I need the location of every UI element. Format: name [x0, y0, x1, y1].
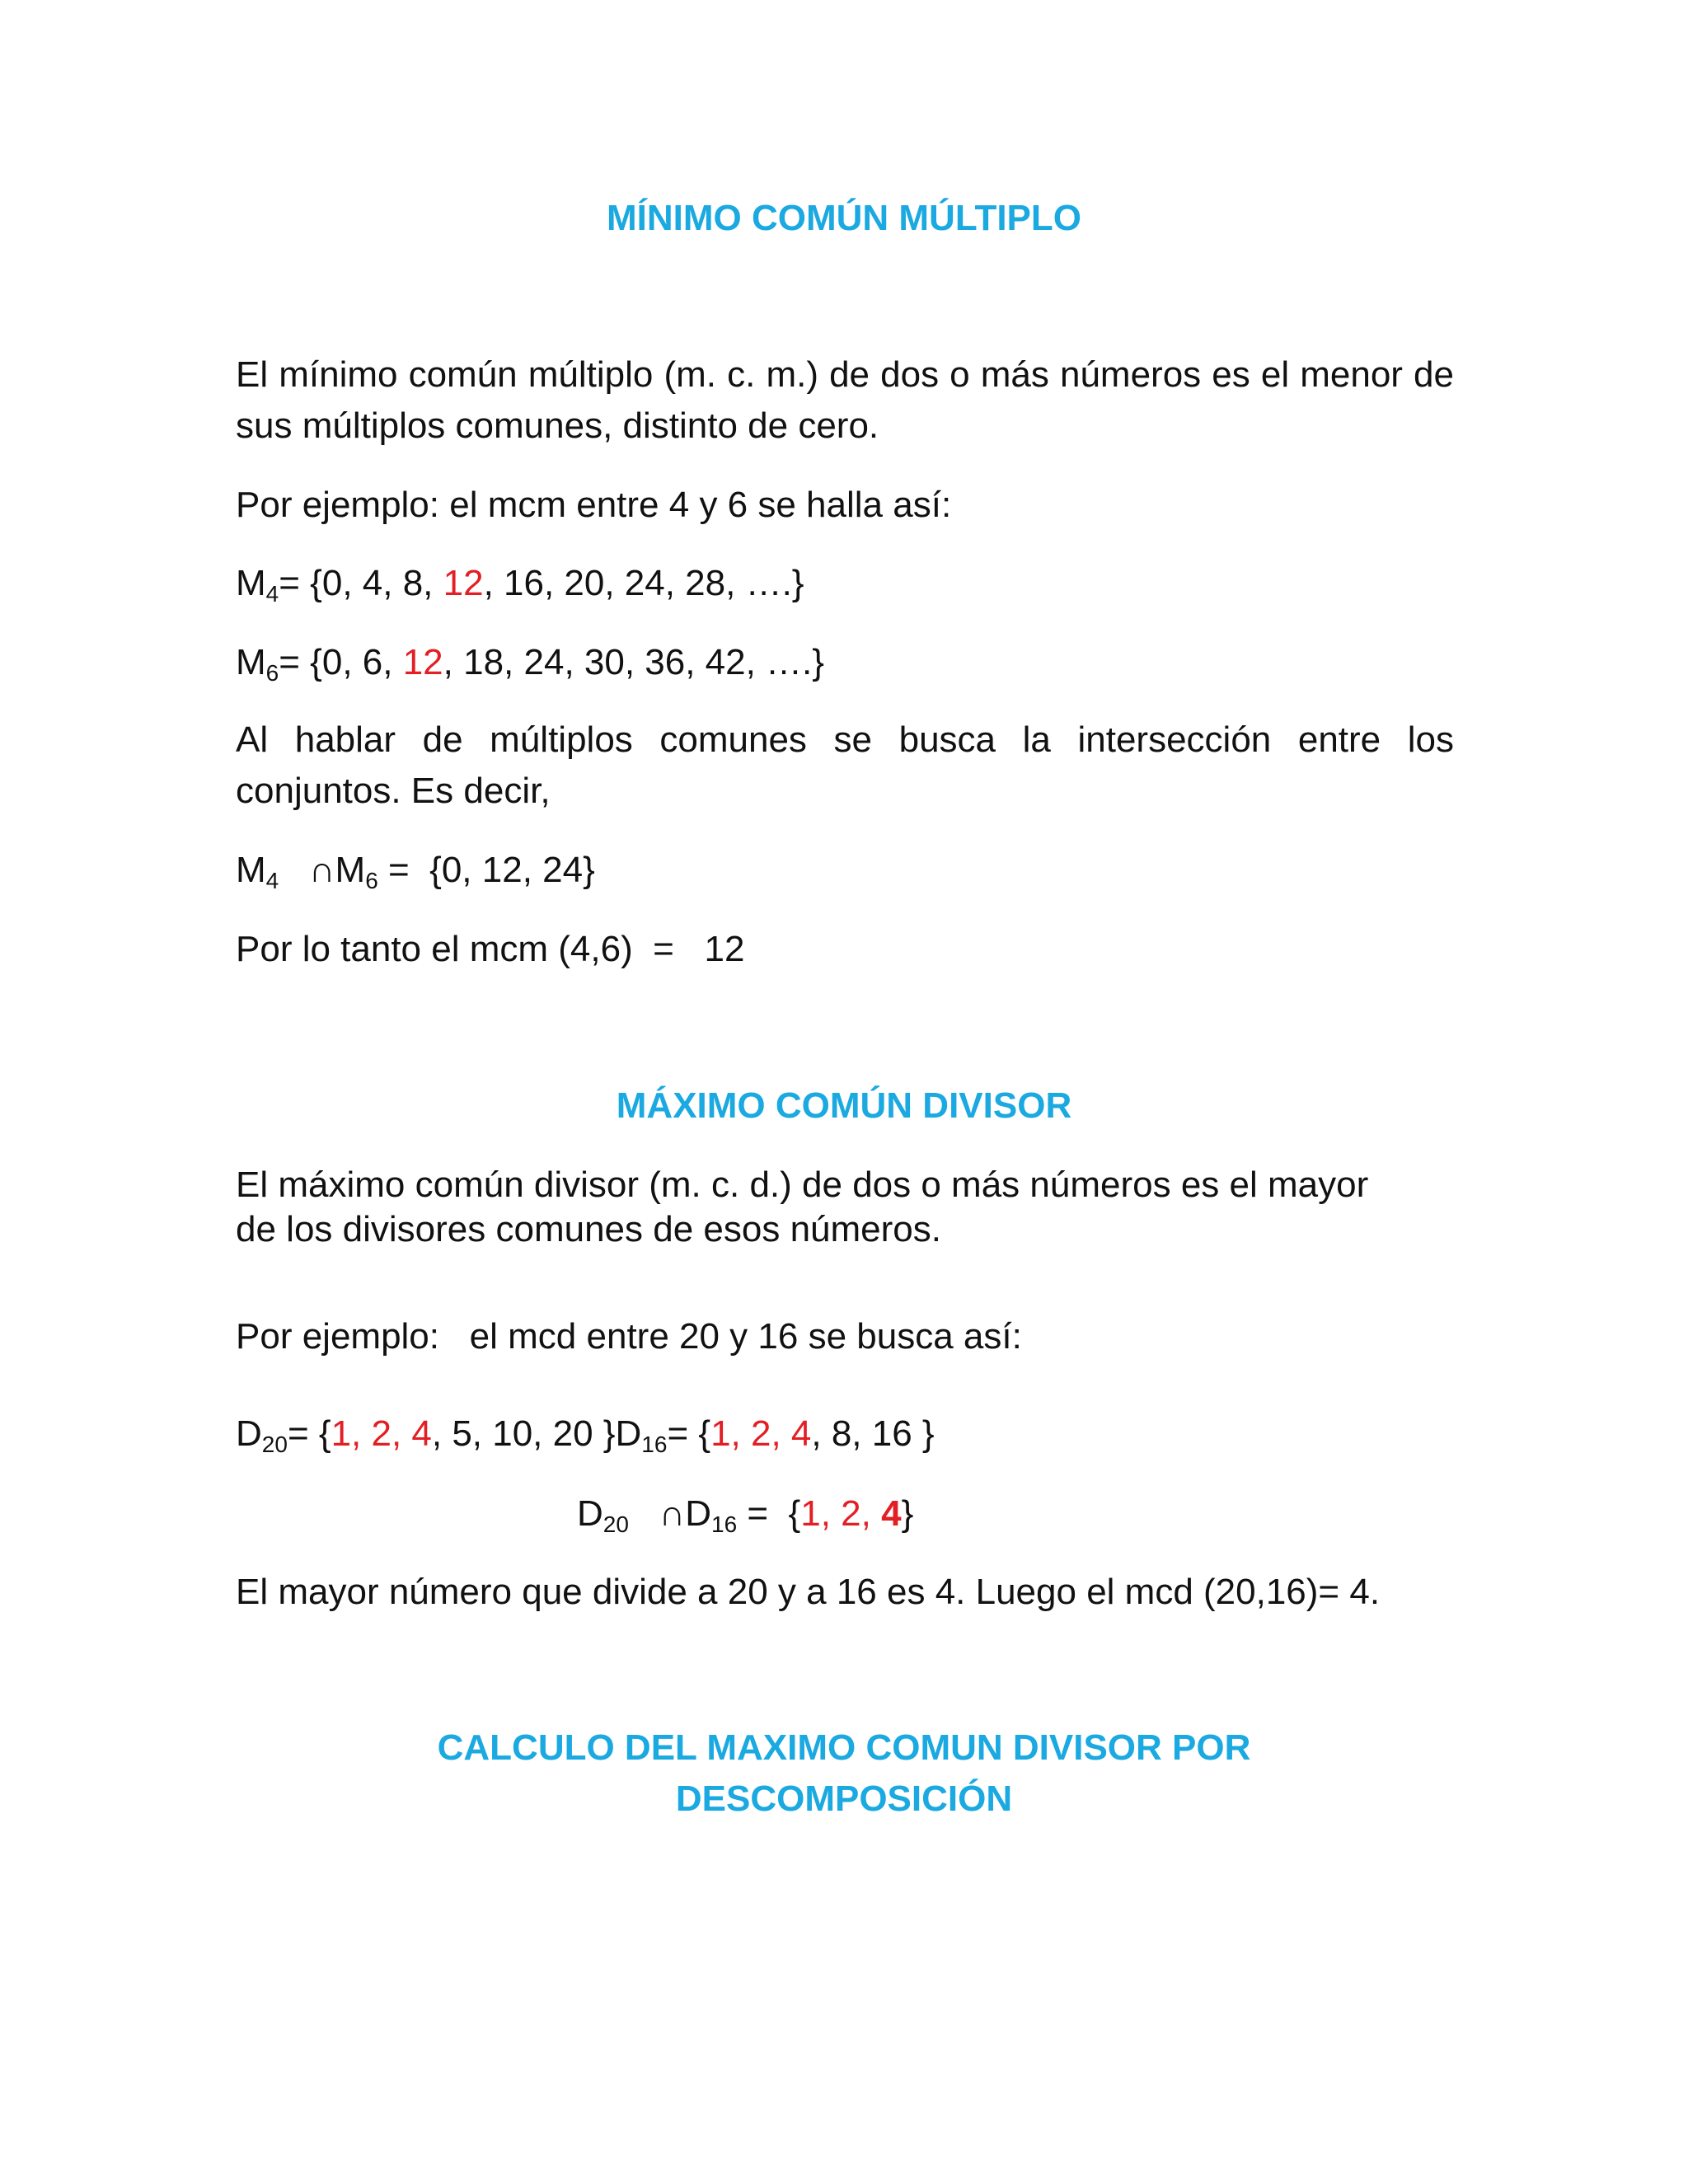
mcm-example-intro: Por ejemplo: el mcm entre 4 y 6 se halla así:: [236, 485, 952, 525]
mcm-conclusion: Por lo tanto el mcm (4,6) = 12: [236, 929, 745, 969]
mcd-conclusion: El mayor número que divide a 20 y a 16 es 4. Luego el mcd (20,16)= 4.: [236, 1572, 1381, 1612]
set-rest: , 16, 20, 24, 28, ….}: [483, 563, 804, 603]
set-rest: , 5, 10, 20 }: [431, 1413, 616, 1454]
set-rest: , 18, 24, 30, 36, 42, ….}: [443, 642, 824, 682]
highlighted-common-multiple: 12: [443, 563, 484, 603]
intersection-operator: ∩D: [628, 1493, 712, 1534]
greatest-common-divisor: 4: [881, 1493, 902, 1534]
highlighted-common-divisors: 1, 2, 4: [331, 1413, 432, 1454]
set-open: = {: [287, 1413, 331, 1454]
set-rest: , 8, 16 }: [811, 1413, 935, 1454]
descomposicion-heading-line-2: DESCOMPOSICIÓN: [675, 1779, 1013, 1819]
set-subscript: 20: [603, 1511, 629, 1537]
set-symbol: M: [236, 642, 266, 682]
divisors-intersection: [577, 1488, 913, 1540]
set-symbol: D: [236, 1413, 262, 1454]
set-symbol: D: [615, 1413, 642, 1454]
set-open: = {: [737, 1493, 801, 1534]
multiples-of-4-set: [236, 558, 804, 609]
intersection-explanation: Al hablar de múltiplos comunes se busca la intersección entre los conjuntos. Es decir,: [236, 719, 1454, 811]
mcd-heading: MÁXIMO COMÚN DIVISOR: [616, 1085, 1072, 1126]
intersection-operator: ∩M: [279, 850, 366, 890]
mcd-definition-line-2: de los divisores comunes de esos números.: [236, 1209, 941, 1249]
set-symbol: D: [577, 1493, 603, 1534]
divisor-sets: [236, 1408, 935, 1460]
mcd-definition-line-1: El máximo común divisor (m. c. d.) de dos o más números es el mayor: [236, 1165, 1369, 1205]
set-close: }: [901, 1493, 914, 1534]
set-subscript: 4: [265, 581, 279, 607]
set-open: = {: [667, 1413, 711, 1454]
mcm-heading: MÍNIMO COMÚN MÚLTIPLO: [607, 198, 1081, 238]
set-subscript: 16: [711, 1511, 738, 1537]
set-subscript: 6: [365, 868, 378, 893]
mcd-example-intro: Por ejemplo: el mcd entre 20 y 16 se busca así:: [236, 1316, 1022, 1357]
set-symbol: M: [236, 850, 266, 890]
multiples-intersection: [236, 845, 595, 896]
highlighted-common-divisors: 1, 2, 4: [710, 1413, 812, 1454]
set-symbol: M: [236, 563, 266, 603]
multiples-of-6-set: [236, 637, 824, 688]
set-subscript: 20: [261, 1432, 288, 1457]
set-subscript: 4: [265, 868, 279, 893]
mcm-definition: El mínimo común múltiplo (m. c. m.) de dos o más números es el menor de sus múltiplos comunes, distinto de cero.: [236, 354, 1454, 446]
set-open: = {0, 4, 8,: [279, 563, 443, 603]
intersection-result: = {0, 12, 24}: [377, 850, 595, 890]
highlighted-common-multiple: 12: [402, 642, 443, 682]
set-subscript: 16: [641, 1432, 668, 1457]
descomposicion-heading-line-1: CALCULO DEL MAXIMO COMUN DIVISOR POR: [437, 1727, 1251, 1768]
set-subscript: 6: [265, 660, 279, 686]
set-open: = {0, 6,: [279, 642, 403, 682]
highlighted-common-divisors: 1, 2,: [800, 1493, 882, 1534]
